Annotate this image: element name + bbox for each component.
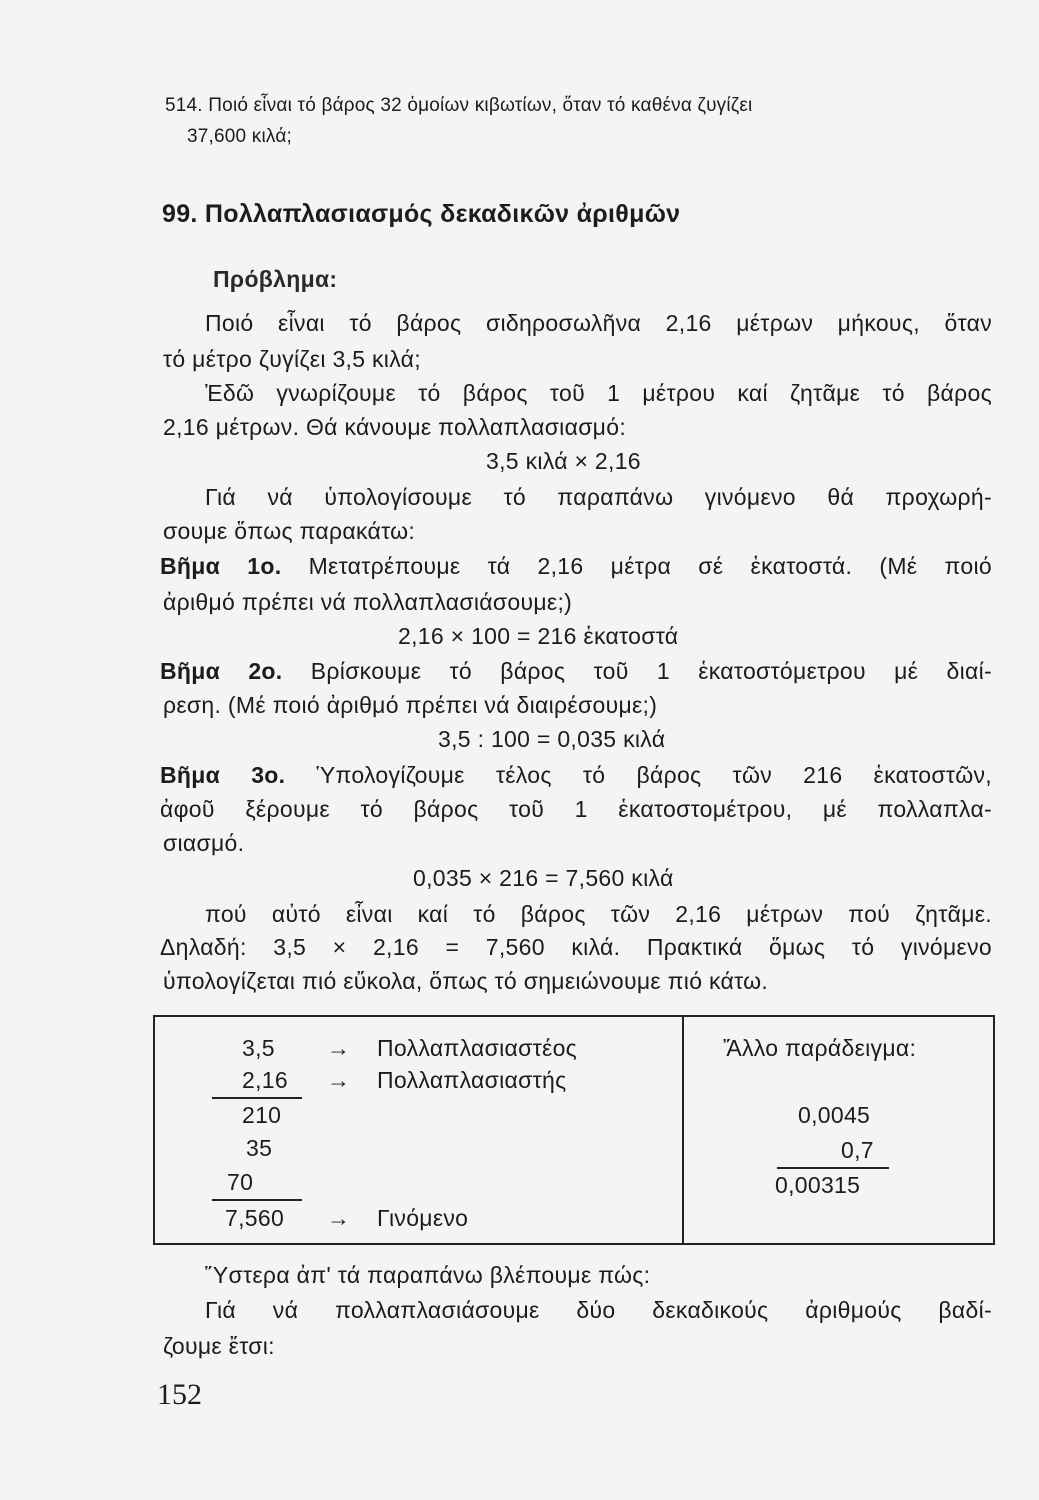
step3-equation: 0,035 × 216 = 7,560 κιλά [413, 865, 674, 891]
product-value: 7,560 [225, 1205, 285, 1231]
problem-p3-line1: Γιά νά ὑπολογίσουμε τό παραπάνω γινόμενο θά προχωρή- [205, 484, 992, 510]
step1-equation: 2,16 × 100 = 216 ἑκατοστά [398, 623, 679, 649]
problem-label: Πρόβλημα: [213, 266, 338, 292]
equation-3-5-times-2-16: 3,5 κιλά × 2,16 [486, 448, 641, 474]
multiplicand-label: Πολλαπλασιαστέος [377, 1035, 578, 1061]
result-line [777, 1167, 889, 1169]
after-line2: Γιά νά πολλαπλασιάσουμε δύο δεκαδικούς ἀριθμούς βαδί- [205, 1297, 992, 1323]
step1-line1 [160, 553, 992, 580]
step3-line3: σιασμό. [163, 830, 245, 856]
step2-text: Βρίσκουμε τό βάρος τοῦ 1 ἑκατοστόμετρου μέ διαί- [282, 658, 992, 684]
exercise-514-line2: 37,600 κιλά; [187, 126, 292, 147]
multiplier-value: 2,16 [242, 1067, 288, 1093]
other-example-title: Ἄλλο παράδειγμα: [723, 1035, 917, 1061]
sum-line-1 [212, 1097, 302, 1099]
product-label: Γινόμενο [377, 1205, 469, 1231]
step3-label: Βῆμα 3ο. [160, 762, 286, 788]
arrow-icon: → [327, 1035, 351, 1061]
problem-p2-line1: Ἐδῶ γνωρίζουμε τό βάρος τοῦ 1 μέτρου καί ζητᾶμε τό βάρος [205, 380, 992, 406]
partial-product-3: 70 [227, 1169, 254, 1195]
multiplicand-value: 3,5 [242, 1035, 275, 1061]
step3-line1 [160, 762, 992, 789]
partial-product-2: 35 [246, 1135, 273, 1161]
step3-text: Ὑπολογίζουμε τέλος τό βάρος τῶν 216 ἑκατοστῶν, [285, 762, 992, 788]
arrow-icon: → [327, 1205, 351, 1231]
problem-p3-line2: σουμε ὅπως παρακάτω: [163, 518, 416, 544]
section-title: 99. Πολλαπλασιασμός δεκαδικῶν ἀριθμῶν [162, 200, 681, 228]
arrow-icon: → [327, 1067, 351, 1093]
conclusion-line1: πού αὐτό εἶναι καί τό βάρος τῶν 2,16 μέτρων πού ζητᾶμε. [205, 901, 992, 927]
step1-text: Μετατρέπουμε τά 2,16 μέτρα σέ ἑκατοστά. (Μέ ποιό [281, 553, 992, 579]
table-divider [682, 1017, 684, 1243]
step2-line2: ρεση. (Μέ ποιό ἀριθμό πρέπει νά διαιρέσουμε;) [163, 692, 658, 718]
partial-product-1: 210 [242, 1102, 282, 1128]
other-example-b: 0,7 [841, 1137, 874, 1163]
step1-label: Βῆμα 1ο. [160, 553, 282, 579]
other-example-result: 0,00315 [775, 1172, 861, 1198]
problem-p1-line1: Ποιό εἶναι τό βάρος σιδηροσωλῆνα 2,16 μέτρων μήκους, ὅταν [205, 310, 992, 336]
problem-p1-line2: τό μέτρο ζυγίζει 3,5 κιλά; [163, 346, 421, 372]
problem-p2-line2: 2,16 μέτρων. Θά κάνουμε πολλαπλασιασμό: [163, 414, 627, 440]
multiplier-label: Πολλαπλασιαστής [377, 1067, 567, 1093]
multiplication-example-table [153, 1015, 995, 1245]
conclusion-line3: ὑπολογίζεται πιό εὔκολα, ὅπως τό σημειώνουμε πιό κάτω. [163, 968, 769, 994]
other-example-a: 0,0045 [798, 1102, 871, 1128]
page-number: 152 [157, 1378, 202, 1411]
step1-line2: ἀριθμό πρέπει νά πολλαπλασιάσουμε;) [163, 589, 573, 615]
step2-equation: 3,5 : 100 = 0,035 κιλά [438, 726, 666, 752]
step2-line1 [160, 658, 992, 685]
exercise-514-line1: 514. Ποιό εἶναι τό βάρος 32 ὁμοίων κιβωτίων, ὅταν τό καθένα ζυγίζει [165, 95, 753, 116]
after-line1: Ὕστερα ἀπ' τά παραπάνω βλέπουμε πώς: [205, 1262, 651, 1288]
step3-line2: ἀφοῦ ξέρουμε τό βάρος τοῦ 1 ἑκατοστομέτρου, μέ πολλαπλα- [160, 796, 992, 822]
after-line3: ζουμε ἔτσι: [163, 1333, 275, 1359]
conclusion-line2: Δηλαδή: 3,5 × 2,16 = 7,560 κιλά. Πρακτικά ὅμως τό γινόμενο [160, 934, 992, 960]
step2-label: Βῆμα 2ο. [160, 658, 283, 684]
sum-line-2 [212, 1199, 302, 1201]
